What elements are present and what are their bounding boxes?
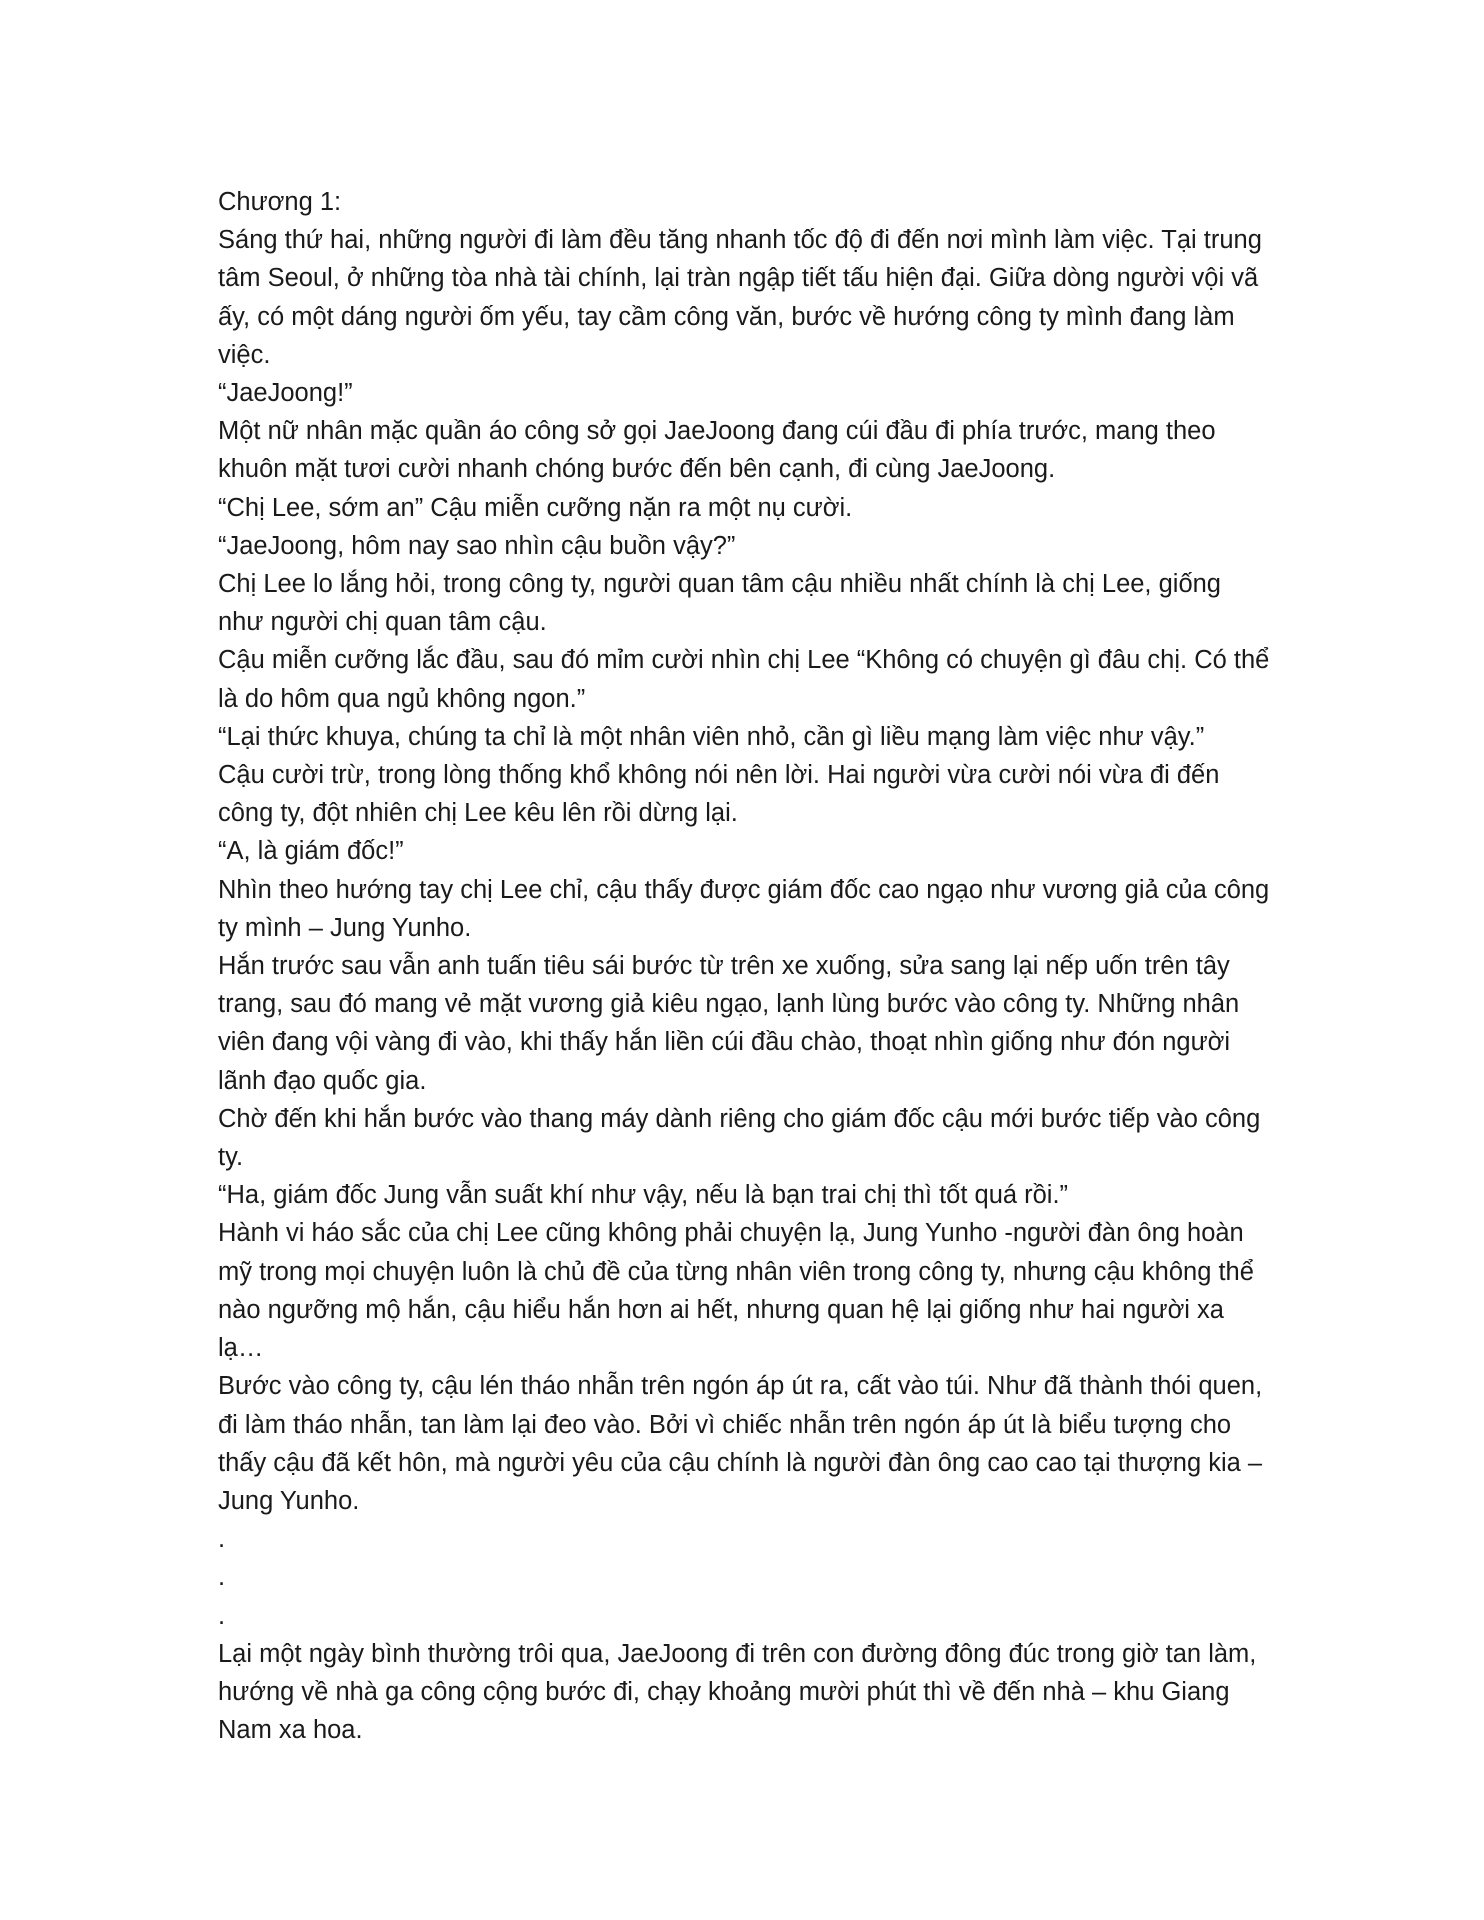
paragraph: Cậu miễn cưỡng lắc đầu, sau đó mỉm cười nhìn chị Lee “Không có chuyện gì đâu chị. Có thể là do hôm qua ngủ không ngon.”	[218, 646, 1270, 713]
paragraph: Bước vào công ty, cậu lén tháo nhẫn trên ngón áp út ra, cất vào túi. Như đã thành thói quen, đi làm tháo nhẫn, tan làm lại đeo vào. Bởi vì chiếc nhẫn trên ngón áp út là biểu tượng cho thấy cậu đã kết hôn, mà người yêu của cậu chính là người đàn ông cao cao tại thượng kia – Jung Yunho.	[218, 1372, 1263, 1515]
scene-break-dot: .	[218, 1525, 226, 1554]
paragraph: Một nữ nhân mặc quần áo công sở gọi JaeJoong đang cúi đầu đi phía trước, mang theo khuôn mặt tươi cười nhanh chóng bước đến bên cạnh, đi cùng JaeJoong.	[218, 417, 1216, 484]
paragraph: Cậu cười trừ, trong lòng thống khổ không nói nên lời. Hai người vừa cười nói vừa đi đến công ty, đột nhiên chị Lee kêu lên rồi dừng lại.	[218, 761, 1220, 828]
paragraph: Hành vi háo sắc của chị Lee cũng không phải chuyện lạ, Jung Yunho -người đàn ông hoàn mỹ trong mọi chuyện luôn là chủ đề của từng nhân viên trong công ty, nhưng cậu không thể nào ngưỡng mộ hắn, cậu hiểu hắn hơn ai hết, nhưng quan hệ lại giống như hai người xa lạ…	[218, 1219, 1254, 1363]
paragraph: “Lại thức khuya, chúng ta chỉ là một nhân viên nhỏ, cần gì liều mạng làm việc như vậy.”	[218, 722, 1205, 751]
chapter-heading: Chương 1:	[218, 188, 342, 216]
paragraph: Sáng thứ hai, những người đi làm đều tăng nhanh tốc độ đi đến nơi mình làm việc. Tại trung tâm Seoul, ở những tòa nhà tài chính, lại tràn ngập tiết tấu hiện đại. Giữa dòng người vội vã ấy, có một dáng người ốm yếu, tay cầm công văn, bước về hướng công ty mình đang làm việc.	[218, 226, 1262, 369]
paragraph: Chờ đến khi hắn bước vào thang máy dành riêng cho giám đốc cậu mới bước tiếp vào công ty.	[218, 1104, 1261, 1172]
paragraph: “JaeJoong, hôm nay sao nhìn cậu buồn vậy?”	[218, 531, 736, 560]
paragraph: “A, là giám đốc!”	[218, 837, 404, 866]
scene-break-dot: .	[218, 1601, 226, 1630]
paragraph: “JaeJoong!”	[218, 379, 353, 408]
scene-break-dot: .	[218, 1563, 226, 1592]
paragraph: “Ha, giám đốc Jung vẫn suất khí như vậy, nếu là bạn trai chị thì tốt quá rồi.”	[218, 1181, 1069, 1210]
paragraph: Hắn trước sau vẫn anh tuấn tiêu sái bước từ trên xe xuống, sửa sang lại nếp uốn trên tây trang, sau đó mang vẻ mặt vương giả kiêu ngạo, lạnh lùng bước vào công ty. Những nhân viên đang vội vàng đi vào, khi thấy hắn liền cúi đầu chào, thoạt nhìn giống như đón người lãnh đạo quốc gia.	[218, 952, 1240, 1095]
paragraph: “Chị Lee, sớm an” Cậu miễn cưỡng nặn ra một nụ cười.	[218, 493, 853, 522]
paragraph: Lại một ngày bình thường trôi qua, JaeJoong đi trên con đường đông đúc trong giờ tan làm, hướng về nhà ga công cộng bước đi, chạy khoảng mười phút thì về đến nhà – khu Giang Nam xa hoa.	[218, 1639, 1257, 1745]
paragraph: Chị Lee lo lắng hỏi, trong công ty, người quan tâm cậu nhiều nhất chính là chị Lee, giống như người chị quan tâm cậu.	[218, 570, 1221, 637]
paragraph: Nhìn theo hướng tay chị Lee chỉ, cậu thấy được giám đốc cao ngạo như vương giả của công ty mình – Jung Yunho.	[218, 875, 1270, 942]
document-body	[218, 183, 1270, 1749]
